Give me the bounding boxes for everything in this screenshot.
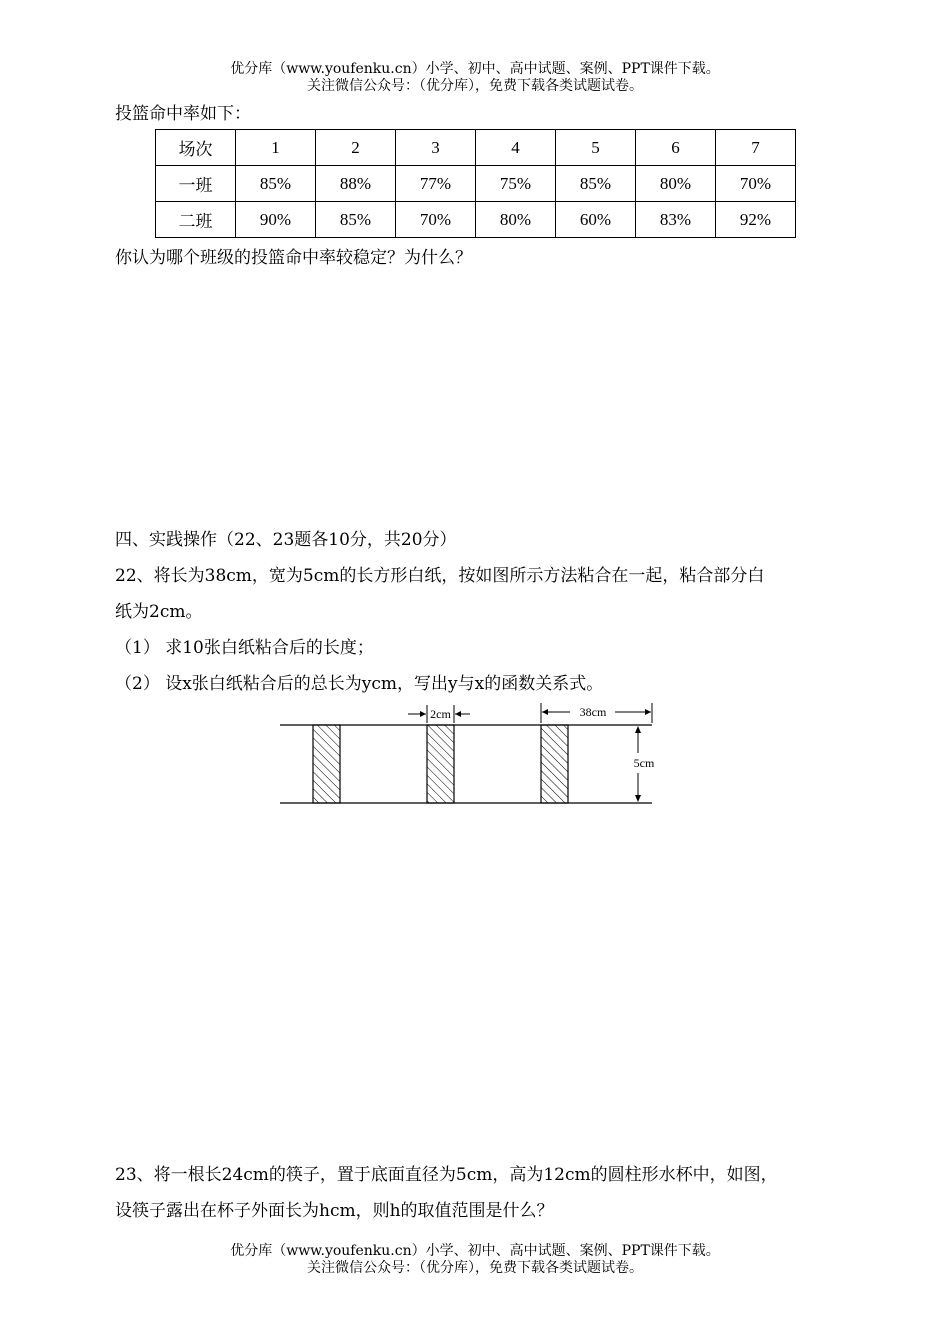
table-cell: 77% xyxy=(396,166,476,202)
table-cell: 1 xyxy=(236,130,316,166)
arrowhead-icon xyxy=(635,726,641,733)
arrowhead-icon xyxy=(645,709,651,715)
shooting-rate-table xyxy=(155,129,796,238)
table-cell: 75% xyxy=(476,166,556,202)
table-cell: 70% xyxy=(396,202,476,238)
q23-line-2: 设筷子露出在杯子外面长为hcm，则h的取值范围是什么？ xyxy=(115,1201,554,1221)
table-cell: 85% xyxy=(556,166,636,202)
q22-line-1: 22、将长为38cm，宽为5cm的长方形白纸，按如图所示方法粘合在一起，粘合部分白 xyxy=(115,566,765,586)
table-cell: 90% xyxy=(236,202,316,238)
arrowhead-icon xyxy=(635,795,641,802)
overlap-label: 2cm xyxy=(430,707,451,721)
q22-part-2: （2） 设x张白纸粘合后的总长为ycm，写出y与x的函数关系式。 xyxy=(115,674,604,694)
table-cell: 二班 xyxy=(156,202,236,238)
table-cell: 7 xyxy=(716,130,796,166)
table-cell: 83% xyxy=(636,202,716,238)
section-4-title: 四、实践操作（22、23题各10分，共20分） xyxy=(115,530,457,550)
footer-line-1: 优分库（www.youfenku.cn）小学、初中、高中试题、案例、PPT课件下载。 xyxy=(230,1243,720,1259)
q22-part-1: （1） 求10张白纸粘合后的长度； xyxy=(115,638,374,658)
arrowhead-icon xyxy=(455,711,461,717)
table-cell: 92% xyxy=(716,202,796,238)
q22-line-2: 纸为2cm。 xyxy=(115,602,203,622)
table-cell: 60% xyxy=(556,202,636,238)
header-line-1: 优分库（www.youfenku.cn）小学、初中、高中试题、案例、PPT课件下载。 xyxy=(230,61,720,77)
footer-line-2: 关注微信公众号：（优分库），免费下载各类试题试卷。 xyxy=(307,1260,643,1276)
table-cell: 85% xyxy=(236,166,316,202)
table-cell: 80% xyxy=(476,202,556,238)
table-intro: 投篮命中率如下： xyxy=(115,104,251,124)
table-header-row xyxy=(156,130,796,166)
table-cell: 88% xyxy=(316,166,396,202)
overlap-region xyxy=(313,725,340,803)
overlap-region xyxy=(541,725,568,803)
header-line-2: 关注微信公众号：（优分库），免费下载各类试题试卷。 xyxy=(307,78,643,94)
table-cell: 一班 xyxy=(156,166,236,202)
length-label: 38cm xyxy=(579,705,607,719)
table-cell: 85% xyxy=(316,202,396,238)
q23-line-1: 23、将一根长24cm的筷子，置于底面直径为5cm，高为12cm的圆柱形水杯中，如图， xyxy=(115,1165,778,1185)
width-label: 5cm xyxy=(633,756,655,770)
table-cell: 场次 xyxy=(156,130,236,166)
paper-strip-figure xyxy=(270,695,670,810)
overlap-region xyxy=(427,725,454,803)
table-cell: 2 xyxy=(316,130,396,166)
table-cell: 3 xyxy=(396,130,476,166)
table-row xyxy=(156,166,796,202)
table-row xyxy=(156,202,796,238)
question-stability: 你认为哪个班级的投篮命中率较稳定？为什么？ xyxy=(115,248,472,268)
table-cell: 70% xyxy=(716,166,796,202)
arrowhead-icon xyxy=(542,709,548,715)
table-cell: 6 xyxy=(636,130,716,166)
table-cell: 5 xyxy=(556,130,636,166)
arrowhead-icon xyxy=(420,711,426,717)
table-cell: 80% xyxy=(636,166,716,202)
table-cell: 4 xyxy=(476,130,556,166)
